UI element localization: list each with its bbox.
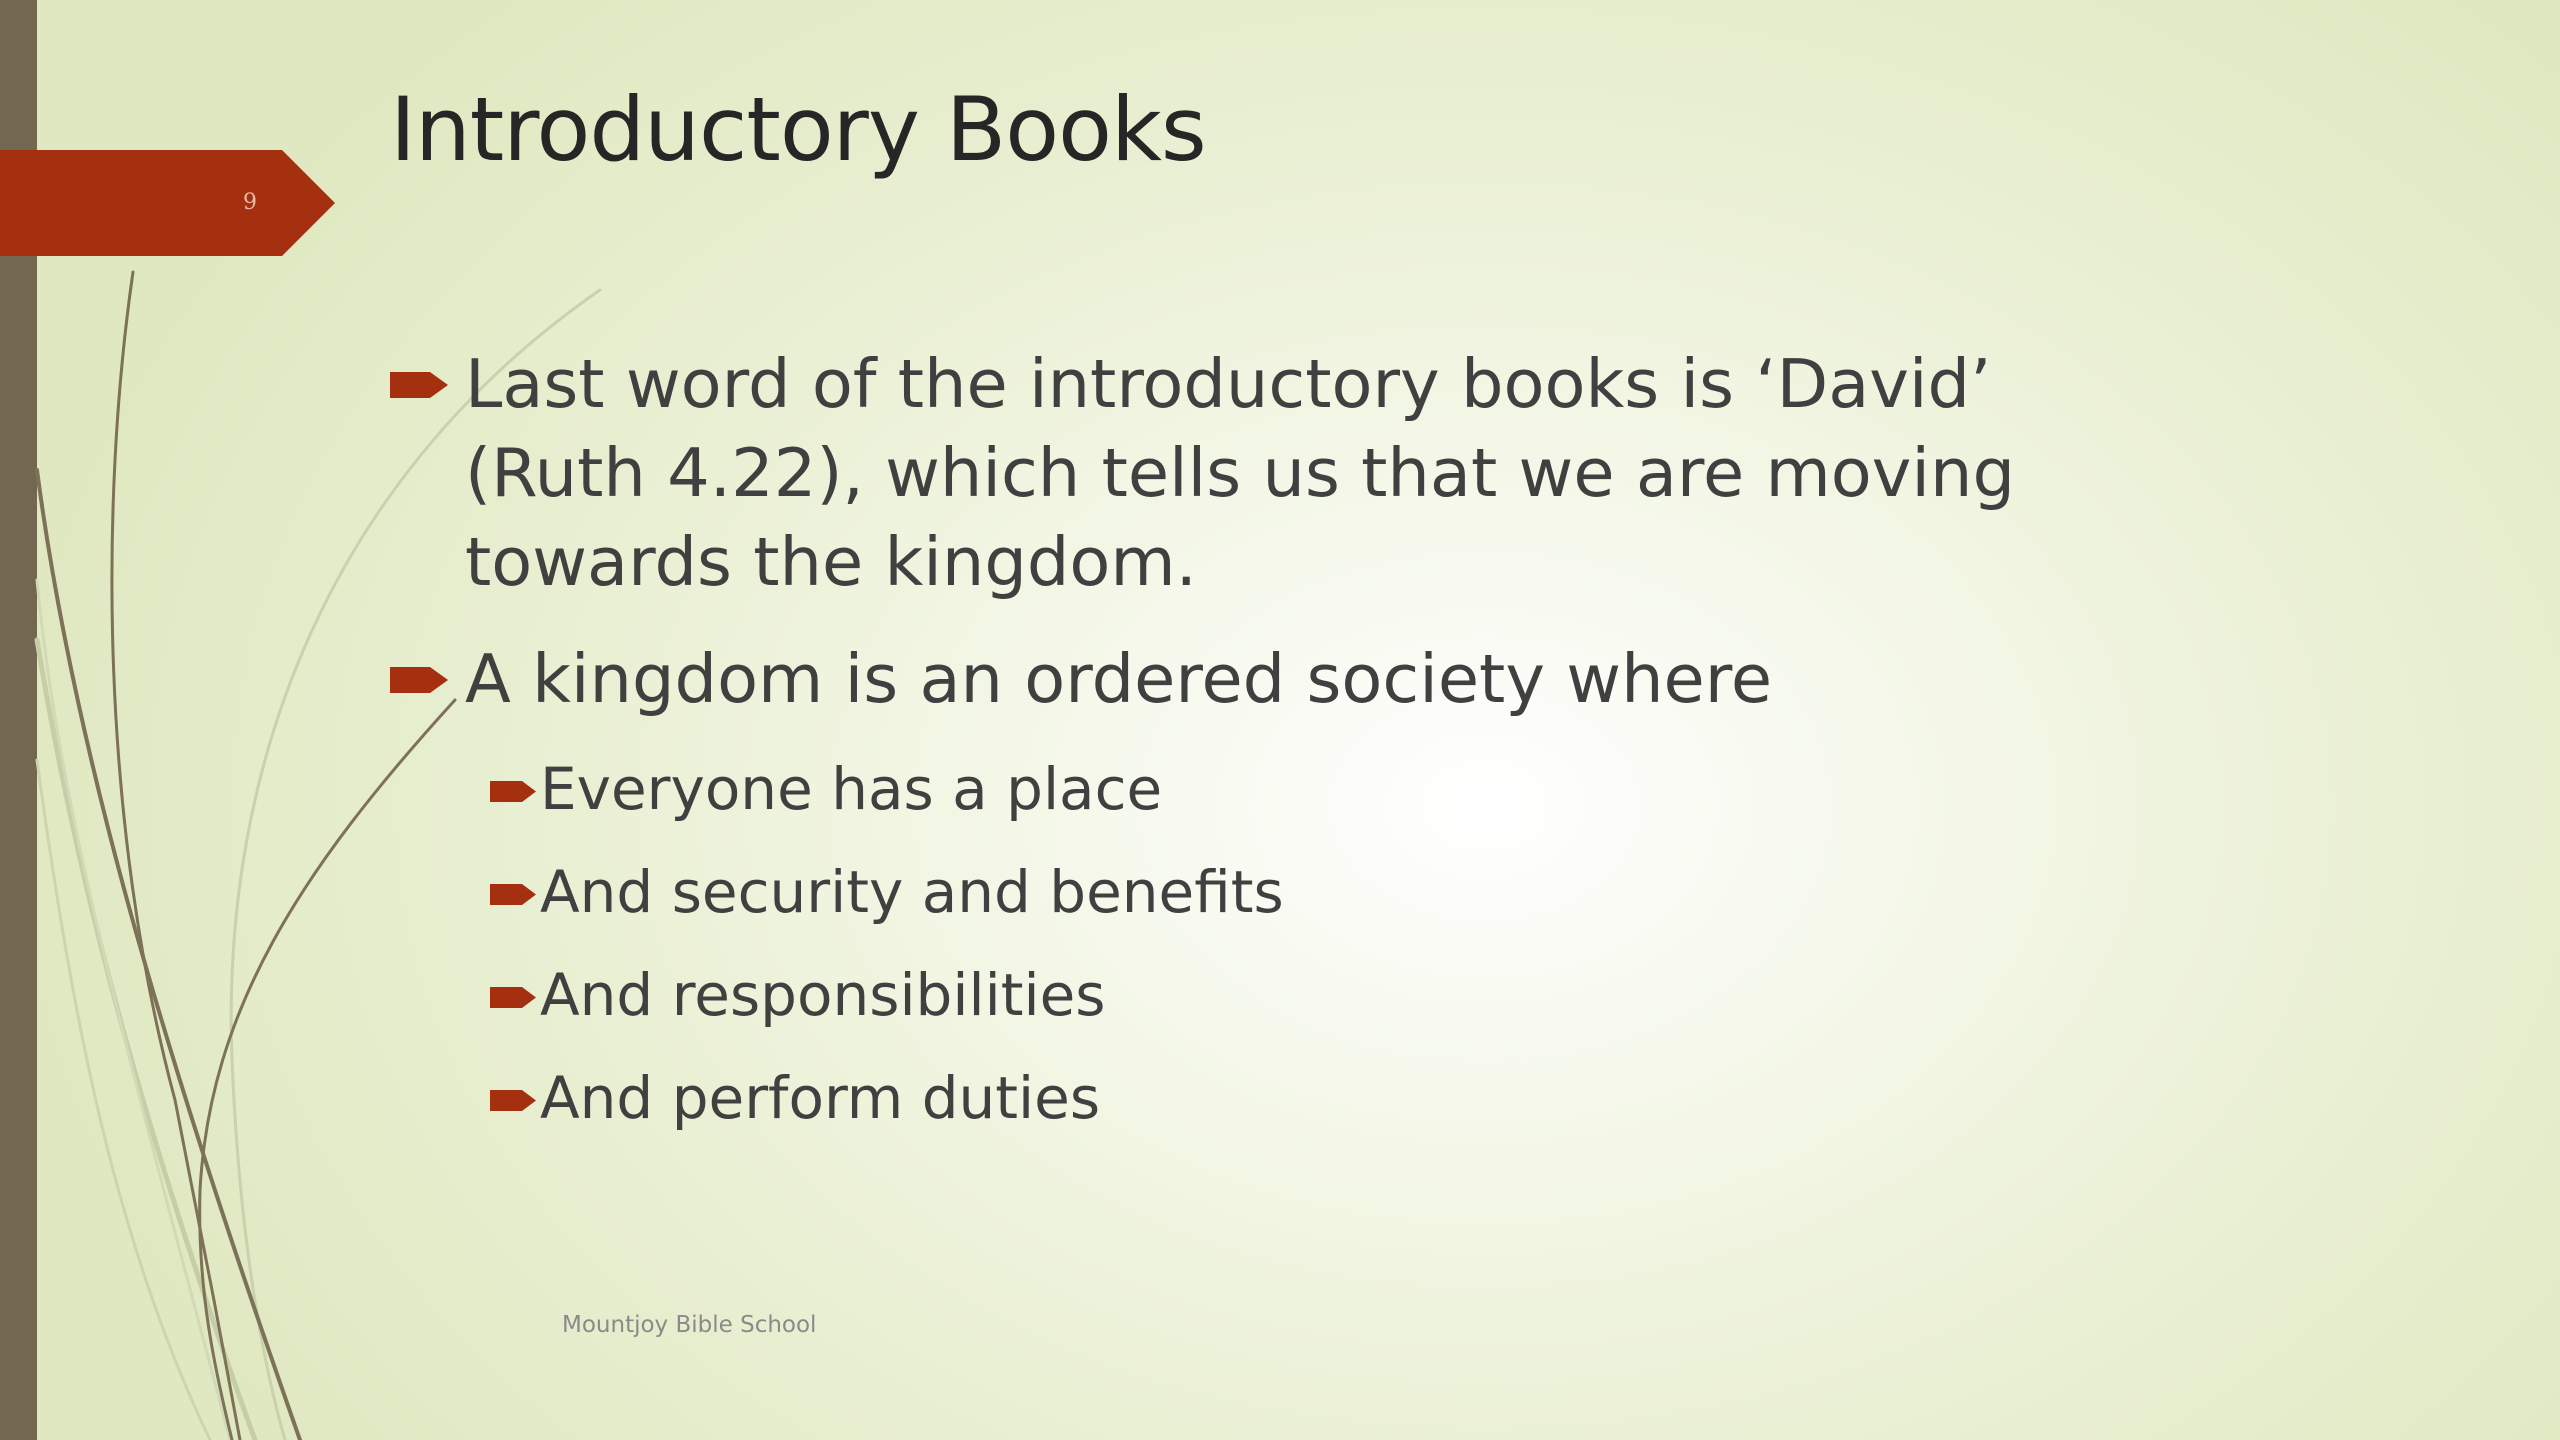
bullet-text-line: Last word of the introductory books is ‘David’ (465, 345, 1992, 423)
slide-title: Introductory Books (390, 78, 1206, 181)
slide-body (390, 340, 2150, 1164)
sub-bullet-item-duties (490, 1061, 2150, 1135)
bullet-text-line: towards the kingdom. (465, 523, 1197, 601)
bullet-text-line: A kingdom is an ordered society where (465, 640, 1773, 718)
bullet-text-line: And security and benefits (540, 858, 1284, 926)
slide-footer: Mountjoy Bible School (562, 1312, 817, 1338)
slide-number: 9 (243, 190, 257, 215)
sub-bullet-item-responsibilities (490, 958, 2150, 1032)
arrow-bullet-icon (490, 778, 538, 805)
bullet-item-kingdom (390, 635, 2150, 724)
arrow-bullet-icon (490, 984, 538, 1011)
bullet-text-line: And responsibilities (540, 961, 1106, 1029)
arrow-bullet-icon (490, 1087, 538, 1114)
bullet-text-line: And perform duties (540, 1064, 1101, 1132)
sub-bullet-item-place (490, 752, 2150, 826)
sub-bullet-item-security (490, 855, 2150, 929)
arrow-bullet-icon (490, 881, 538, 908)
bullet-text-line: (Ruth 4.22), which tells us that we are moving (465, 434, 2015, 512)
bullet-text-line: Everyone has a place (540, 755, 1163, 823)
arrow-bullet-icon (390, 663, 450, 697)
bullet-item-last-word (390, 340, 2150, 607)
arrow-bullet-icon (390, 368, 450, 402)
slide-number-tab (0, 150, 335, 256)
